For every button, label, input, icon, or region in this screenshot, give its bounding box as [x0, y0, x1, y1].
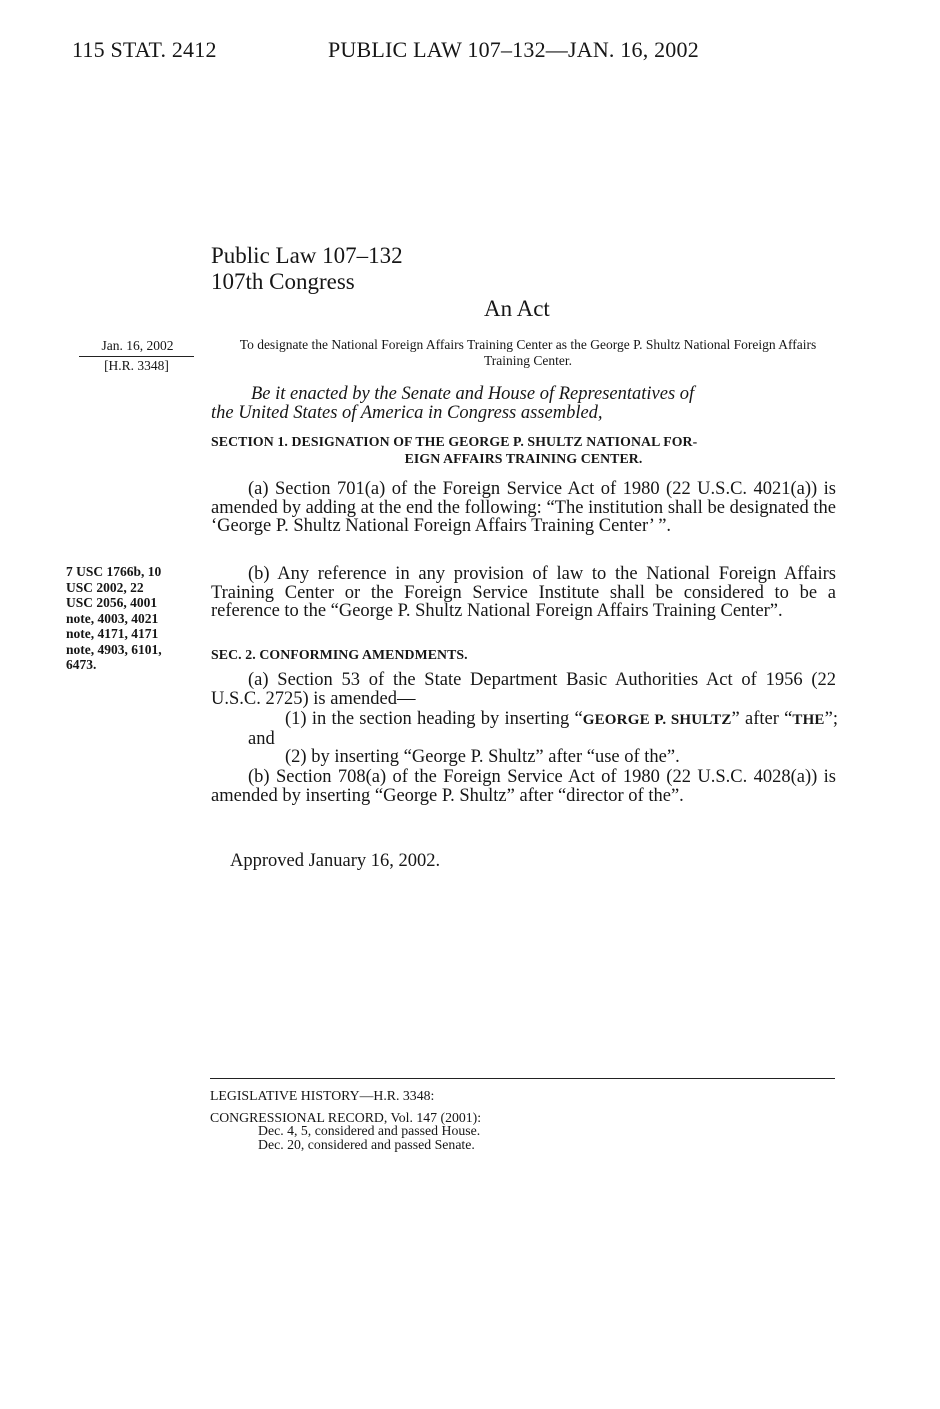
enacting-line-2: the United States of America in Congress assembled,	[211, 402, 603, 423]
margin-code-line: 6473.	[66, 657, 97, 672]
para-a1-text-pre: (1) in the section heading by inserting “	[285, 709, 583, 729]
margin-code-line: 7 USC 1766b, 10	[66, 564, 162, 579]
act-label: An Act	[484, 296, 550, 321]
section-2-para-b: (b) Section 708(a) of the Foreign Service Act of 1980 (22 U.S.C. 4028(a)) is amended by inserting “George P. Shultz” after “director of the”.	[211, 767, 836, 806]
public-law-title: Public Law 107–132	[211, 243, 403, 268]
enacting-clause	[211, 385, 836, 422]
section-1-heading-line-1: SECTION 1. DESIGNATION OF THE GEORGE P. SHULTZ NATIONAL FOR-	[211, 434, 698, 449]
legislative-history-heading: LEGISLATIVE HISTORY—H.R. 3348:	[210, 1088, 435, 1103]
approval-date: Approved January 16, 2002.	[230, 851, 441, 871]
para-a1-text-post: ”; and	[248, 709, 838, 749]
enacting-line-1: Be it enacted by the Senate and House of Representatives of	[251, 384, 695, 404]
margin-code-line: note, 4903, 6101,	[66, 641, 162, 657]
margin-code-line: USC 2056, 4001	[66, 595, 158, 610]
margin-code-line: note, 4003, 4021	[66, 610, 159, 626]
section-2-para-a1	[248, 710, 838, 748]
act-purpose: To designate the National Foreign Affairs Training Center as the George P. Shultz National Foreign Affairs Training Center.	[239, 337, 817, 368]
history-entry: Dec. 20, considered and passed Senate.	[258, 1137, 475, 1152]
margin-date: Jan. 16, 2002	[101, 338, 174, 353]
running-head: PUBLIC LAW 107–132—JAN. 16, 2002	[328, 37, 699, 62]
history-entry: Dec. 4, 5, considered and passed House.	[258, 1123, 481, 1138]
para-a1-smallcaps-1: GEORGE P. SHULTZ	[582, 712, 732, 728]
section-2-para-a2: (2) by inserting “George P. Shultz” after “use of the”.	[285, 747, 680, 767]
margin-code-line: note, 4171, 4171	[66, 626, 159, 641]
margin-code-citations	[66, 564, 198, 673]
section-1-para-b: (b) Any reference in any provision of law to the National Foreign Affairs Training Center or the Foreign Service Institute shall be considered to be a reference to the “George P. Shultz National Foreign Affairs Training Center”.	[211, 564, 836, 622]
section-1-heading-line-2: EIGN AFFAIRS TRAINING CENTER.	[404, 451, 643, 466]
stat-page-number: 115 STAT. 2412	[72, 37, 217, 62]
margin-bill-number: [H.R. 3348]	[104, 358, 169, 373]
congress-label: 107th Congress	[211, 269, 355, 294]
section-1-para-a: (a) Section 701(a) of the Foreign Service Act of 1980 (22 U.S.C. 4021(a)) is amended by adding at the end the following: “The institution shall be designated the ‘George P. Shultz National Foreign Affairs Training Center’ ”.	[211, 479, 836, 537]
legislative-history-rule	[210, 1078, 835, 1079]
congressional-record: CONGRESSIONAL RECORD, Vol. 147 (2001):	[210, 1110, 482, 1125]
para-a1-smallcaps-2: THE	[792, 712, 825, 728]
para-a1-text-mid: ” after “	[731, 709, 793, 729]
section-2-heading: SEC. 2. CONFORMING AMENDMENTS.	[211, 647, 468, 662]
section-2-para-a: (a) Section 53 of the State Department Basic Authorities Act of 1956 (22 U.S.C. 2725) is amended—	[211, 670, 836, 709]
section-1-heading	[211, 433, 836, 467]
margin-bill	[79, 356, 194, 373]
margin-code-line: USC 2002, 22	[66, 579, 144, 595]
